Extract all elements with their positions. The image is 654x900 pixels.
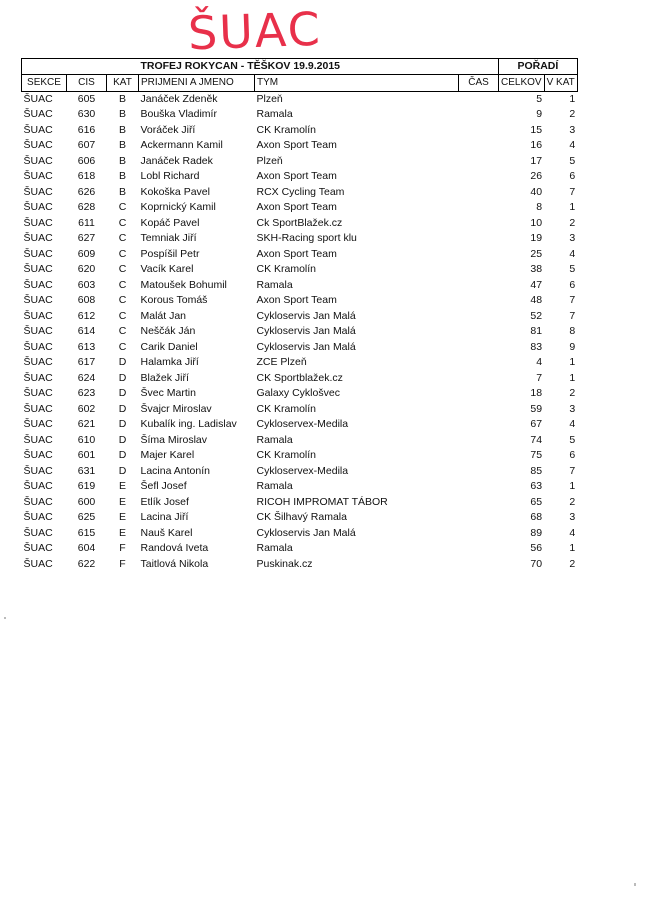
cell-vkat: 4 bbox=[569, 418, 576, 430]
cell-tym: Axon Sport Team bbox=[256, 294, 337, 306]
cell-sekce: ŠUAC bbox=[23, 232, 53, 244]
cell-cas bbox=[459, 91, 499, 107]
cell-celkov: 16 bbox=[530, 139, 543, 151]
cell-name: Voráček Jiří bbox=[140, 123, 196, 136]
cell-sekce: ŠUAC bbox=[23, 526, 53, 539]
cell-kat: D bbox=[118, 433, 127, 446]
cell-cas bbox=[459, 262, 499, 278]
cell-tym: Plzeň bbox=[256, 92, 283, 105]
cell-kat: C bbox=[118, 325, 127, 337]
handwritten-note: ŠUAC bbox=[187, 1, 323, 61]
cell-cis: 602 bbox=[77, 402, 96, 415]
cell-vkat: 1 bbox=[569, 371, 576, 384]
cell-name: Švec Martin bbox=[140, 387, 196, 399]
cell-sekce: ŠUAC bbox=[23, 294, 53, 306]
cell-celkov: 75 bbox=[530, 449, 543, 461]
cell-kat: C bbox=[118, 309, 127, 322]
cell-sekce: ŠUAC bbox=[23, 511, 53, 523]
cell-vkat: 1 bbox=[569, 480, 576, 492]
cell-cis: 621 bbox=[77, 418, 96, 430]
cell-sekce: ŠUAC bbox=[23, 309, 53, 322]
cell-vkat: 3 bbox=[569, 123, 576, 136]
cell-name: Bouška Vladimír bbox=[140, 108, 217, 120]
cell-name: Pospíšil Petr bbox=[140, 247, 200, 260]
col-header-kat: KAT bbox=[107, 75, 139, 92]
table-row bbox=[22, 417, 578, 433]
cell-name: Blažek Jiří bbox=[140, 371, 189, 384]
cell-sekce: ŠUAC bbox=[23, 449, 53, 461]
cell-cas bbox=[459, 526, 499, 542]
cell-celkov: 85 bbox=[530, 464, 543, 477]
scan-speck bbox=[4, 617, 6, 619]
cell-cis: 600 bbox=[77, 495, 96, 508]
table-row bbox=[22, 154, 578, 170]
cell-celkov: 40 bbox=[530, 185, 543, 198]
cell-tym: CK Šilhavý Ramala bbox=[256, 511, 347, 523]
cell-vkat: 2 bbox=[569, 216, 576, 229]
cell-cas bbox=[459, 324, 499, 340]
title-gap bbox=[459, 59, 499, 75]
cell-cis: 601 bbox=[77, 449, 96, 461]
cell-kat: C bbox=[118, 294, 127, 306]
cell-tym: Galaxy Cyklošvec bbox=[256, 387, 340, 399]
cell-vkat: 9 bbox=[569, 340, 576, 353]
cell-name: Majer Karel bbox=[140, 449, 195, 461]
cell-cas bbox=[459, 479, 499, 495]
table-row bbox=[22, 479, 578, 495]
cell-name: Šefl Josef bbox=[140, 480, 187, 492]
table-row bbox=[22, 355, 578, 371]
cell-cis: 620 bbox=[77, 263, 96, 275]
col-header-celkov: CELKOV bbox=[499, 75, 545, 92]
cell-tym: CK Kramolín bbox=[256, 123, 317, 136]
cell-name: Lacina Antonín bbox=[140, 464, 210, 477]
cell-vkat: 1 bbox=[569, 92, 576, 105]
cell-sekce: ŠUAC bbox=[23, 371, 53, 384]
table-row bbox=[22, 107, 578, 123]
cell-cis: 627 bbox=[77, 232, 96, 244]
cell-kat: B bbox=[118, 123, 126, 136]
cell-celkov: 17 bbox=[530, 154, 543, 167]
cell-cis: 614 bbox=[77, 325, 96, 337]
cell-cas bbox=[459, 340, 499, 356]
table-row bbox=[22, 123, 578, 139]
cell-vkat: 7 bbox=[569, 309, 576, 322]
cell-name: Korous Tomáš bbox=[140, 294, 208, 306]
cell-tym: Ramala bbox=[256, 542, 293, 554]
cell-vkat: 1 bbox=[569, 542, 576, 554]
cell-name: Lobl Richard bbox=[140, 170, 200, 182]
cell-sekce: ŠUAC bbox=[23, 185, 53, 198]
cell-kat: D bbox=[118, 371, 127, 384]
cell-cis: 615 bbox=[77, 526, 96, 539]
cell-celkov: 56 bbox=[530, 542, 543, 554]
cell-cas bbox=[459, 200, 499, 216]
table-row bbox=[22, 262, 578, 278]
table-row bbox=[22, 309, 578, 325]
cell-sekce: ŠUAC bbox=[23, 108, 53, 120]
cell-sekce: ŠUAC bbox=[23, 356, 53, 368]
cell-cis: 626 bbox=[77, 185, 96, 198]
cell-name: Koprnický Kamil bbox=[140, 201, 216, 213]
cell-celkov: 7 bbox=[536, 371, 543, 384]
cell-cis: 628 bbox=[77, 201, 96, 213]
cell-celkov: 15 bbox=[530, 123, 543, 136]
cell-sekce: ŠUAC bbox=[23, 480, 53, 492]
cell-cis: 611 bbox=[78, 216, 95, 229]
table-row bbox=[22, 138, 578, 154]
cell-cis: 607 bbox=[77, 139, 96, 151]
cell-celkov: 19 bbox=[530, 232, 543, 244]
table-row bbox=[22, 386, 578, 402]
cell-tym: Axon Sport Team bbox=[256, 201, 337, 213]
col-header-tym: TYM bbox=[255, 75, 459, 92]
cell-celkov: 59 bbox=[530, 402, 543, 415]
cell-vkat: 3 bbox=[569, 402, 576, 415]
table-row bbox=[22, 278, 578, 294]
cell-cas bbox=[459, 448, 499, 464]
cell-kat: E bbox=[118, 480, 126, 492]
cell-vkat: 5 bbox=[569, 154, 576, 167]
cell-celkov: 81 bbox=[530, 325, 543, 337]
cell-name: Etlík Josef bbox=[140, 495, 189, 508]
cell-name: Kokoška Pavel bbox=[140, 185, 210, 198]
cell-kat: C bbox=[118, 263, 127, 275]
cell-kat: B bbox=[118, 92, 126, 105]
cell-kat: B bbox=[118, 154, 126, 167]
table-row bbox=[22, 402, 578, 418]
cell-vkat: 8 bbox=[569, 325, 576, 337]
cell-vkat: 7 bbox=[569, 464, 576, 477]
cell-vkat: 4 bbox=[569, 526, 576, 539]
cell-kat: D bbox=[118, 402, 127, 415]
cell-vkat: 7 bbox=[569, 185, 576, 198]
cell-celkov: 68 bbox=[530, 511, 543, 523]
cell-vkat: 2 bbox=[569, 557, 576, 570]
cell-tym: Puskinak.cz bbox=[256, 557, 313, 570]
cell-celkov: 89 bbox=[530, 526, 543, 539]
cell-celkov: 83 bbox=[530, 340, 543, 353]
cell-cas bbox=[459, 107, 499, 123]
cell-celkov: 63 bbox=[530, 480, 543, 492]
cell-sekce: ŠUAC bbox=[23, 154, 53, 167]
cell-name: Halamka Jiří bbox=[140, 356, 199, 368]
cell-celkov: 65 bbox=[530, 495, 543, 508]
cell-tym: Cykloservis Jan Malá bbox=[256, 526, 356, 539]
table-row bbox=[22, 510, 578, 526]
cell-tym: Axon Sport Team bbox=[256, 247, 337, 260]
cell-kat: D bbox=[118, 464, 127, 477]
cell-vkat: 7 bbox=[569, 294, 576, 306]
cell-tym: ZCE Plzeň bbox=[256, 356, 307, 368]
table-row bbox=[22, 200, 578, 216]
cell-tym: Cykloservis Jan Malá bbox=[256, 325, 356, 337]
table-row bbox=[22, 169, 578, 185]
cell-sekce: ŠUAC bbox=[23, 557, 53, 570]
cell-name: Šíma Miroslav bbox=[140, 433, 208, 446]
cell-celkov: 74 bbox=[530, 433, 543, 446]
cell-tym: CK Kramolín bbox=[256, 449, 317, 461]
cell-sekce: ŠUAC bbox=[23, 170, 53, 182]
cell-vkat: 6 bbox=[569, 170, 576, 182]
cell-sekce: ŠUAC bbox=[23, 201, 53, 213]
cell-cas bbox=[459, 247, 499, 263]
cell-name: Taitlová Nikola bbox=[140, 557, 209, 570]
cell-cas bbox=[459, 216, 499, 232]
cell-cis: 622 bbox=[77, 557, 96, 570]
cell-celkov: 10 bbox=[530, 216, 543, 229]
cell-vkat: 2 bbox=[569, 495, 576, 508]
cell-cis: 610 bbox=[77, 433, 96, 446]
cell-name: Janáček Zdeněk bbox=[140, 92, 218, 105]
cell-kat: F bbox=[119, 557, 126, 570]
cell-vkat: 6 bbox=[569, 278, 576, 291]
cell-kat: D bbox=[118, 449, 127, 461]
column-header-row bbox=[22, 75, 578, 92]
cell-cas bbox=[459, 293, 499, 309]
cell-cas bbox=[459, 169, 499, 185]
cell-kat: E bbox=[118, 495, 126, 508]
cell-celkov: 25 bbox=[530, 247, 543, 260]
cell-cas bbox=[459, 510, 499, 526]
cell-sekce: ŠUAC bbox=[23, 139, 53, 151]
table-row bbox=[22, 541, 578, 557]
cell-celkov: 47 bbox=[530, 278, 543, 291]
cell-cas bbox=[459, 495, 499, 511]
cell-name: Lacina Jiří bbox=[140, 511, 189, 523]
cell-sekce: ŠUAC bbox=[23, 92, 53, 105]
table-row bbox=[22, 293, 578, 309]
table-row bbox=[22, 216, 578, 232]
cell-kat: C bbox=[118, 232, 127, 244]
table-row bbox=[22, 247, 578, 263]
col-header-cis: CIS bbox=[67, 75, 107, 92]
cell-sekce: ŠUAC bbox=[23, 263, 53, 275]
poradi-header: POŘADÍ bbox=[499, 59, 578, 75]
cell-name: Vacík Karel bbox=[140, 263, 194, 275]
cell-cis: 625 bbox=[77, 511, 96, 523]
cell-cas bbox=[459, 386, 499, 402]
cell-sekce: ŠUAC bbox=[23, 387, 53, 399]
cell-kat: D bbox=[118, 418, 127, 430]
cell-celkov: 48 bbox=[530, 294, 543, 306]
cell-cis: 630 bbox=[77, 108, 96, 120]
cell-cis: 616 bbox=[77, 123, 96, 136]
cell-cas bbox=[459, 154, 499, 170]
cell-sekce: ŠUAC bbox=[23, 216, 53, 229]
cell-cas bbox=[459, 309, 499, 325]
cell-name: Ackermann Kamil bbox=[140, 139, 223, 151]
cell-name: Švajcr Miroslav bbox=[140, 402, 212, 415]
cell-kat: C bbox=[118, 340, 127, 353]
cell-vkat: 1 bbox=[569, 356, 576, 368]
cell-vkat: 2 bbox=[569, 387, 576, 399]
results-table bbox=[21, 58, 578, 572]
cell-cas bbox=[459, 557, 499, 573]
cell-cas bbox=[459, 402, 499, 418]
cell-tym: Axon Sport Team bbox=[256, 139, 337, 151]
cell-name: Kopáč Pavel bbox=[140, 216, 200, 229]
cell-sekce: ŠUAC bbox=[23, 495, 53, 508]
cell-cis: 617 bbox=[77, 356, 96, 368]
cell-tym: CK Sportblažek.cz bbox=[256, 371, 343, 384]
cell-tym: Axon Sport Team bbox=[256, 170, 337, 182]
cell-cis: 624 bbox=[77, 371, 96, 384]
cell-vkat: 2 bbox=[569, 108, 576, 120]
cell-tym: Ramala bbox=[256, 278, 293, 291]
cell-sekce: ŠUAC bbox=[23, 247, 53, 260]
cell-sekce: ŠUAC bbox=[23, 464, 53, 477]
table-row bbox=[22, 464, 578, 480]
cell-name: Kubalík ing. Ladislav bbox=[140, 418, 237, 430]
cell-tym: SKH-Racing sport klu bbox=[256, 232, 357, 244]
cell-vkat: 5 bbox=[569, 263, 576, 275]
cell-kat: B bbox=[118, 139, 126, 151]
cell-cis: 618 bbox=[77, 170, 96, 182]
cell-celkov: 67 bbox=[530, 418, 543, 430]
table-row bbox=[22, 340, 578, 356]
cell-cis: 612 bbox=[77, 309, 96, 322]
table-row bbox=[22, 526, 578, 542]
cell-cis: 608 bbox=[77, 294, 96, 306]
cell-name: Malát Jan bbox=[140, 309, 187, 322]
cell-kat: E bbox=[118, 511, 126, 523]
cell-sekce: ŠUAC bbox=[23, 123, 53, 136]
cell-name: Randová Iveta bbox=[140, 542, 209, 554]
cell-celkov: 9 bbox=[536, 108, 543, 120]
cell-tym: CK Kramolín bbox=[256, 402, 317, 415]
table-row bbox=[22, 231, 578, 247]
cell-celkov: 26 bbox=[530, 170, 543, 182]
cell-celkov: 38 bbox=[530, 263, 543, 275]
cell-name: Janáček Radek bbox=[140, 154, 213, 167]
cell-vkat: 4 bbox=[569, 247, 576, 260]
cell-cas bbox=[459, 231, 499, 247]
cell-cas bbox=[459, 278, 499, 294]
cell-cis: 631 bbox=[77, 464, 96, 477]
cell-tym: Cykloservex-Medila bbox=[256, 464, 349, 477]
table-row bbox=[22, 324, 578, 340]
document-title: TROFEJ ROKYCAN - TĚŠKOV 19.9.2015 bbox=[22, 59, 459, 75]
cell-cas bbox=[459, 464, 499, 480]
cell-name: Carik Daniel bbox=[140, 340, 198, 353]
cell-name: Nauš Karel bbox=[140, 526, 193, 539]
cell-celkov: 70 bbox=[530, 557, 543, 570]
table-row bbox=[22, 185, 578, 201]
title-row bbox=[22, 59, 578, 75]
cell-cas bbox=[459, 417, 499, 433]
cell-vkat: 3 bbox=[569, 511, 576, 523]
cell-tym: Plzeň bbox=[256, 154, 283, 167]
cell-sekce: ŠUAC bbox=[23, 542, 53, 554]
cell-vkat: 1 bbox=[569, 201, 576, 213]
cell-kat: C bbox=[118, 201, 127, 213]
cell-kat: F bbox=[119, 542, 126, 554]
col-header-name: PRIJMENI A JMENO bbox=[139, 75, 255, 92]
cell-kat: C bbox=[118, 247, 127, 260]
cell-tym: CK Kramolín bbox=[256, 263, 317, 275]
cell-tym: Cykloservex-Medila bbox=[256, 418, 349, 430]
col-header-sekce: SEKCE bbox=[22, 75, 67, 92]
cell-cis: 613 bbox=[77, 340, 96, 353]
cell-cas bbox=[459, 123, 499, 139]
cell-kat: D bbox=[118, 387, 127, 399]
cell-vkat: 5 bbox=[569, 433, 576, 446]
table-row bbox=[22, 495, 578, 511]
cell-celkov: 4 bbox=[536, 356, 543, 368]
cell-kat: B bbox=[118, 185, 126, 198]
cell-sekce: ŠUAC bbox=[23, 278, 53, 291]
cell-kat: D bbox=[118, 356, 127, 368]
cell-kat: E bbox=[118, 526, 126, 539]
table-row bbox=[22, 91, 578, 107]
col-header-cas: ČAS bbox=[459, 75, 499, 92]
cell-name: Neščák Ján bbox=[140, 325, 196, 337]
cell-celkov: 18 bbox=[530, 387, 543, 399]
cell-cas bbox=[459, 355, 499, 371]
scan-speck bbox=[634, 883, 636, 886]
cell-tym: RCX Cycling Team bbox=[256, 185, 345, 198]
cell-sekce: ŠUAC bbox=[23, 418, 53, 430]
table-row bbox=[22, 433, 578, 449]
cell-cas bbox=[459, 541, 499, 557]
cell-vkat: 4 bbox=[569, 139, 576, 151]
cell-cis: 609 bbox=[77, 247, 96, 260]
cell-tym: Cykloservis Jan Malá bbox=[256, 340, 356, 353]
cell-vkat: 6 bbox=[569, 449, 576, 461]
cell-tym: Ramala bbox=[256, 433, 293, 446]
cell-cas bbox=[459, 433, 499, 449]
cell-tym: Ramala bbox=[256, 480, 293, 492]
cell-tym: Ck SportBlažek.cz bbox=[256, 216, 343, 229]
cell-tym: Cykloservis Jan Malá bbox=[256, 309, 356, 322]
table-row bbox=[22, 371, 578, 387]
cell-cis: 605 bbox=[77, 92, 96, 105]
cell-celkov: 8 bbox=[536, 201, 543, 213]
table-row bbox=[22, 448, 578, 464]
col-header-vkat: V KAT bbox=[544, 75, 577, 92]
cell-sekce: ŠUAC bbox=[23, 325, 53, 337]
cell-sekce: ŠUAC bbox=[23, 402, 53, 415]
cell-sekce: ŠUAC bbox=[23, 340, 53, 353]
cell-celkov: 5 bbox=[536, 92, 543, 105]
cell-cas bbox=[459, 371, 499, 387]
cell-kat: B bbox=[118, 108, 126, 120]
table-row bbox=[22, 557, 578, 573]
cell-kat: B bbox=[118, 170, 126, 182]
cell-tym: RICOH IMPROMAT TÁBOR bbox=[256, 495, 388, 508]
cell-vkat: 3 bbox=[569, 232, 576, 244]
cell-name: Temniak Jiří bbox=[140, 232, 197, 244]
cell-tym: Ramala bbox=[256, 108, 293, 120]
cell-kat: C bbox=[118, 216, 127, 229]
cell-celkov: 52 bbox=[530, 309, 543, 322]
cell-cis: 603 bbox=[77, 278, 96, 291]
cell-cas bbox=[459, 138, 499, 154]
cell-cis: 604 bbox=[77, 542, 96, 554]
cell-name: Matoušek Bohumil bbox=[140, 278, 227, 291]
cell-kat: C bbox=[118, 278, 127, 291]
cell-sekce: ŠUAC bbox=[23, 433, 53, 446]
results-body bbox=[22, 91, 578, 572]
cell-cas bbox=[459, 185, 499, 201]
cell-cis: 623 bbox=[77, 387, 96, 399]
cell-cis: 606 bbox=[77, 154, 96, 167]
cell-cis: 619 bbox=[77, 480, 96, 492]
